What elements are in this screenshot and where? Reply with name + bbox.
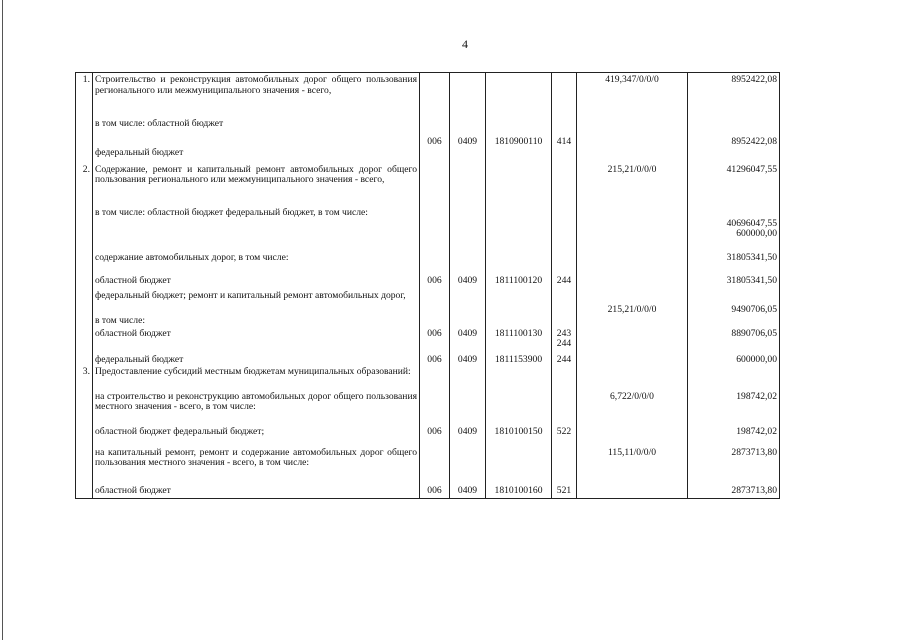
table-row [76, 208, 780, 253]
indicator-value: 6,722/0/0/0 [577, 392, 688, 427]
row-description: областной бюджет [93, 276, 420, 291]
amount-value: 9490706,05 [688, 291, 780, 316]
budget-table [75, 72, 780, 499]
indicator-value [577, 316, 688, 329]
section-code [450, 165, 486, 208]
row-number [76, 316, 93, 329]
expense-type-code [552, 73, 577, 119]
row-description: областной бюджет [93, 486, 420, 499]
expense-type-code [552, 253, 577, 276]
target-article-code [486, 448, 552, 486]
table-row [76, 329, 780, 355]
table-row [76, 291, 780, 316]
indicator-value [577, 253, 688, 276]
amount-value: 198742,02 [688, 427, 780, 448]
expense-type-code: 244 [552, 276, 577, 291]
table-row [76, 448, 780, 486]
target-article-code: 1811100120 [486, 276, 552, 291]
row-description: Содержание, ремонт и капитальный ремонт автомобильных дорог общего пользования регионального или межмуниципального значения - всего, [93, 165, 420, 208]
kvsr-code [420, 148, 450, 165]
amount-value: 2873713,80 [688, 486, 780, 499]
section-code: 0409 [450, 486, 486, 499]
section-code [450, 367, 486, 392]
indicator-value [577, 148, 688, 165]
kvsr-code: 006 [420, 486, 450, 499]
section-code [450, 316, 486, 329]
target-article-code [486, 392, 552, 427]
row-number: 2. [76, 165, 93, 208]
section-code [450, 73, 486, 119]
kvsr-code: 006 [420, 355, 450, 367]
row-number [76, 291, 93, 316]
row-description: федеральный бюджет [93, 355, 420, 367]
table-row [76, 316, 780, 329]
table-row [76, 148, 780, 165]
expense-type-code [552, 316, 577, 329]
row-description: областной бюджет федеральный бюджет; [93, 427, 420, 448]
amount-value: 40696047,55 600000,00 [688, 208, 780, 253]
indicator-value: 215,21/0/0/0 [577, 165, 688, 208]
kvsr-code: 006 [420, 329, 450, 355]
table-row [76, 367, 780, 392]
section-code: 0409 [450, 276, 486, 291]
indicator-value: 215,21/0/0/0 [577, 291, 688, 316]
row-description: на капитальный ремонт, ремонт и содержание автомобильных дорог общего пользования местного значения - всего, в том числе: [93, 448, 420, 486]
amount-value: 8952422,08 [688, 73, 780, 119]
row-description: в том числе: областной бюджет [93, 119, 420, 148]
expense-type-code: 522 [552, 427, 577, 448]
indicator-value [577, 276, 688, 291]
amount-value: 198742,02 [688, 392, 780, 427]
row-description: Строительство и реконструкция автомобильных дорог общего пользования регионального или межмуниципального значения - всего, [93, 73, 420, 119]
table-row [76, 119, 780, 148]
section-code: 0409 [450, 119, 486, 148]
kvsr-code [420, 165, 450, 208]
row-number: 3. [76, 367, 93, 392]
kvsr-code [420, 73, 450, 119]
row-number [76, 392, 93, 427]
table-row [76, 392, 780, 427]
amount-value: 8952422,08 [688, 119, 780, 148]
amount-value: 2873713,80 [688, 448, 780, 486]
kvsr-code [420, 448, 450, 486]
kvsr-code [420, 316, 450, 329]
section-code [450, 208, 486, 253]
amount-value: 31805341,50 [688, 276, 780, 291]
target-article-code: 1811153900 [486, 355, 552, 367]
kvsr-code: 006 [420, 119, 450, 148]
section-code: 0409 [450, 355, 486, 367]
indicator-value: 419,347/0/0/0 [577, 73, 688, 119]
indicator-value [577, 486, 688, 499]
kvsr-code: 006 [420, 276, 450, 291]
target-article-code: 1810100150 [486, 427, 552, 448]
target-article-code [486, 148, 552, 165]
row-description: в том числе: [93, 316, 420, 329]
row-number [76, 355, 93, 367]
expense-type-code: 244 [552, 355, 577, 367]
kvsr-code: 006 [420, 427, 450, 448]
amount-value: 8890706,05 [688, 329, 780, 355]
row-description: в том числе: областной бюджет федеральный бюджет, в том числе: [93, 208, 420, 253]
indicator-value [577, 119, 688, 148]
row-description: Предоставление субсидий местным бюджетам муниципальных образований: [93, 367, 420, 392]
row-number [76, 427, 93, 448]
page-edge-line [2, 0, 3, 640]
target-article-code: 1810100160 [486, 486, 552, 499]
expense-type-code [552, 148, 577, 165]
target-article-code [486, 367, 552, 392]
row-number [76, 208, 93, 253]
expense-type-code [552, 208, 577, 253]
amount-value: 600000,00 [688, 355, 780, 367]
expense-type-code [552, 165, 577, 208]
kvsr-code [420, 392, 450, 427]
target-article-code [486, 316, 552, 329]
target-article-code [486, 165, 552, 208]
table-row [76, 165, 780, 208]
amount-value: 41296047,55 [688, 165, 780, 208]
indicator-value: 115,11/0/0/0 [577, 448, 688, 486]
section-code [450, 392, 486, 427]
kvsr-code [420, 208, 450, 253]
row-description: федеральный бюджет; ремонт и капитальный ремонт автомобильных дорог, [93, 291, 420, 316]
kvsr-code [420, 291, 450, 316]
expense-type-code: 521 [552, 486, 577, 499]
page-number: 4 [462, 37, 468, 51]
target-article-code [486, 253, 552, 276]
indicator-value [577, 427, 688, 448]
table-row [76, 276, 780, 291]
row-number [76, 253, 93, 276]
target-article-code [486, 208, 552, 253]
indicator-value [577, 367, 688, 392]
indicator-value [577, 208, 688, 253]
amount-value [688, 367, 780, 392]
expense-type-code: 243 244 [552, 329, 577, 355]
row-description: содержание автомобильных дорог, в том числе: [93, 253, 420, 276]
table-row [76, 355, 780, 367]
row-number [76, 148, 93, 165]
expense-type-code [552, 367, 577, 392]
amount-value [688, 148, 780, 165]
indicator-value [577, 355, 688, 367]
table-row [76, 486, 780, 499]
row-number: 1. [76, 73, 93, 119]
target-article-code [486, 291, 552, 316]
row-description: областной бюджет [93, 329, 420, 355]
row-number [76, 329, 93, 355]
row-description: федеральный бюджет [93, 148, 420, 165]
expense-type-code [552, 291, 577, 316]
expense-type-code [552, 448, 577, 486]
kvsr-code [420, 367, 450, 392]
row-number [76, 448, 93, 486]
kvsr-code [420, 253, 450, 276]
table-row [76, 73, 780, 119]
row-number [76, 486, 93, 499]
row-description: на строительство и реконструкцию автомобильных дорог общего пользования местного значения - всего, в том числе: [93, 392, 420, 427]
section-code [450, 148, 486, 165]
target-article-code: 1810900110 [486, 119, 552, 148]
amount-value [688, 316, 780, 329]
section-code [450, 253, 486, 276]
section-code [450, 291, 486, 316]
row-number [76, 276, 93, 291]
section-code [450, 448, 486, 486]
section-code: 0409 [450, 427, 486, 448]
expense-type-code [552, 392, 577, 427]
row-number [76, 119, 93, 148]
target-article-code: 1811100130 [486, 329, 552, 355]
indicator-value [577, 329, 688, 355]
target-article-code [486, 73, 552, 119]
section-code: 0409 [450, 329, 486, 355]
table-row [76, 253, 780, 276]
table-row [76, 427, 780, 448]
amount-value: 31805341,50 [688, 253, 780, 276]
expense-type-code: 414 [552, 119, 577, 148]
